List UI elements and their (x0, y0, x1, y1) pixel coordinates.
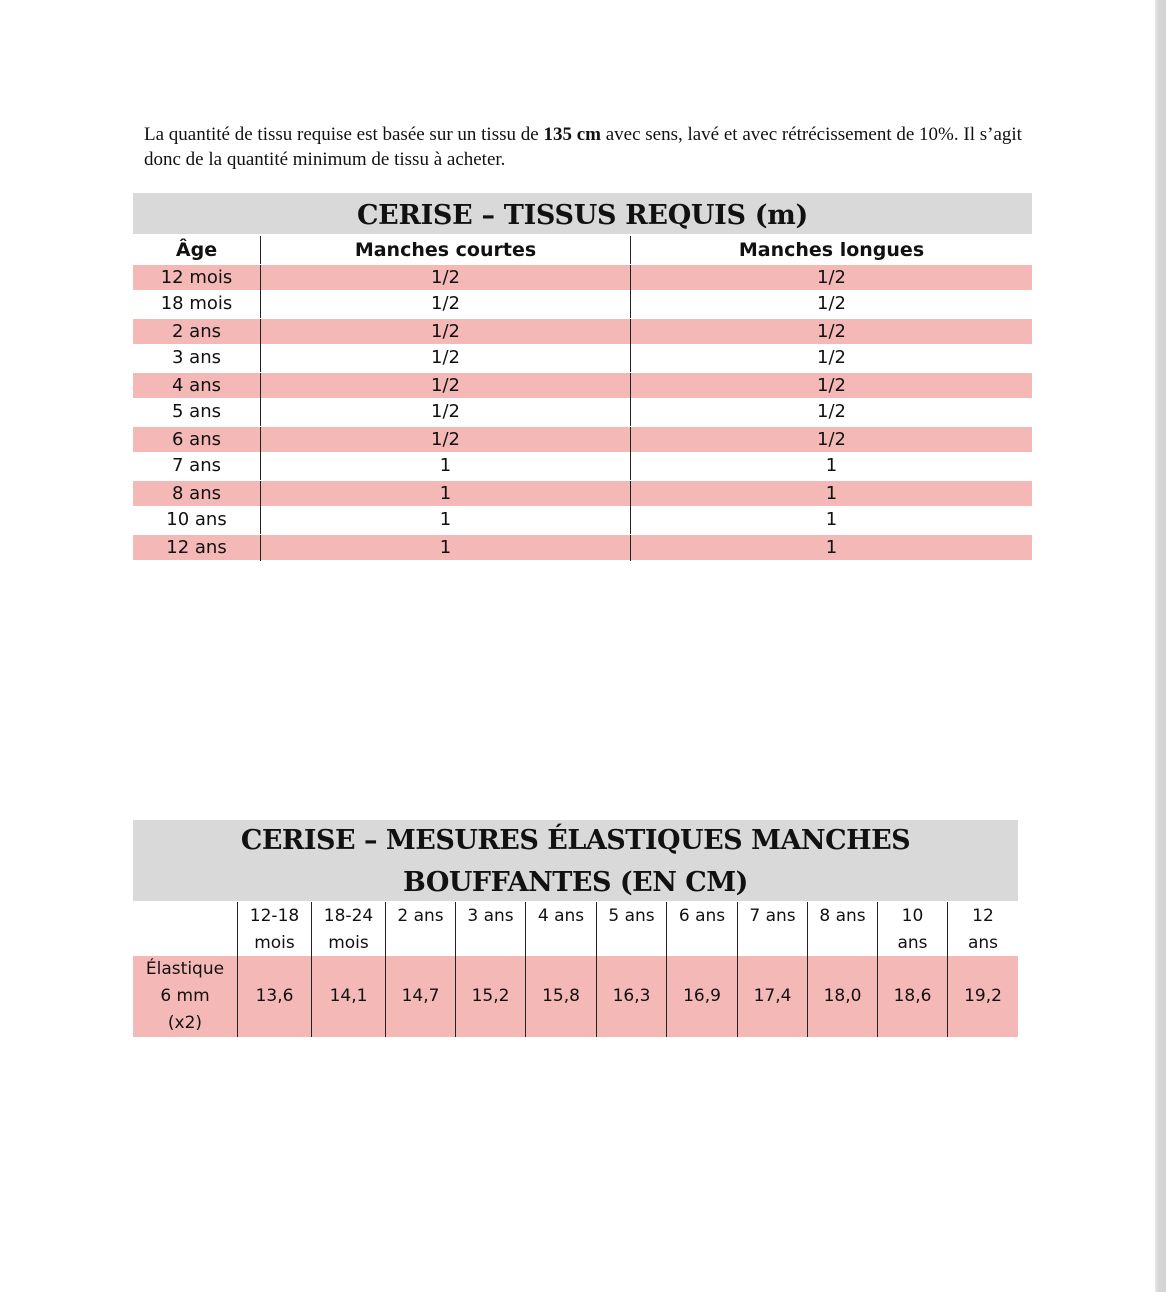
size-header-line1: 2 ans (397, 906, 444, 926)
short-sleeve-cell: 1 (261, 481, 631, 507)
fabric-required-table (133, 193, 1032, 561)
age-cell: 5 ans (133, 399, 261, 426)
table-row (133, 480, 1032, 507)
size-header-line2: mois (328, 933, 369, 953)
size-header-line1: 7 ans (749, 906, 796, 926)
size-header (525, 902, 596, 957)
size-header-line1: 3 ans (467, 906, 514, 926)
size-header-line1: 12 (972, 906, 994, 926)
elastic-value-cell: 19,2 (947, 956, 1018, 1037)
elastic-value-cell: 16,3 (596, 956, 666, 1037)
long-sleeve-cell: 1 (825, 483, 838, 504)
table-row (133, 372, 1032, 399)
age-cell: 12 mois (133, 265, 261, 291)
elastic-table-title (133, 820, 1018, 901)
long-sleeve-cell: 1/2 (817, 321, 846, 342)
age-cell: 6 ans (133, 427, 261, 453)
short-sleeve-cell: 1 (261, 535, 631, 561)
table-row (133, 534, 1032, 561)
age-cell: 8 ans (133, 481, 261, 507)
size-header (947, 902, 1018, 957)
short-sleeve-cell: 1/2 (261, 427, 631, 453)
intro-fabric-width: 135 cm (543, 124, 601, 145)
elastic-table-header-row (133, 902, 1018, 956)
table-row (133, 264, 1032, 291)
short-sleeve-cell: 1 (261, 507, 631, 534)
elastic-title-line-2: BOUFFANTES (EN CM) (403, 867, 748, 898)
size-header (385, 902, 455, 957)
fabric-table-header-row (133, 236, 1032, 264)
age-cell: 2 ans (133, 319, 261, 345)
size-header (455, 902, 525, 957)
size-header (877, 902, 947, 957)
header-long-sleeves: Manches longues (738, 239, 925, 261)
elastic-value-cell: 16,9 (666, 956, 737, 1037)
size-header-line2: ans (967, 933, 999, 953)
elastic-value-cell: 15,2 (455, 956, 525, 1037)
table-row (133, 318, 1032, 345)
table-row (133, 453, 1032, 480)
short-sleeve-cell: 1/2 (261, 373, 631, 399)
intro-text-after: avec sens, lavé et avec rétrécissement de 10%. Il s’agit donc de la quantité minimum de tissu à acheter. (144, 124, 1022, 170)
age-cell: 12 ans (133, 535, 261, 561)
row-label-line2: 6 mm (160, 986, 210, 1006)
age-cell: 18 mois (133, 291, 261, 318)
row-label-line1: Élastique (145, 959, 225, 979)
long-sleeve-cell: 1/2 (817, 375, 846, 396)
table-row (133, 291, 1032, 318)
long-sleeve-cell: 1/2 (817, 401, 846, 422)
elastic-value-cell: 14,1 (311, 956, 385, 1037)
size-header-line1: 18-24 (323, 906, 374, 926)
fabric-table-title: CERISE – TISSUS REQUIS (m) (133, 193, 1032, 234)
elastic-row-label (133, 956, 237, 1037)
long-sleeve-cell: 1 (825, 455, 838, 476)
long-sleeve-cell: 1/2 (817, 267, 846, 288)
long-sleeve-cell: 1/2 (817, 429, 846, 450)
table-row (133, 399, 1032, 426)
age-cell: 4 ans (133, 373, 261, 399)
size-header (807, 902, 877, 957)
elastic-title-line-1: CERISE – MESURES ÉLASTIQUES MANCHES (240, 825, 911, 856)
elastic-values-row (133, 956, 1018, 1037)
elastic-value-cell: 14,7 (385, 956, 455, 1037)
table-row (133, 426, 1032, 453)
size-header-line1: 5 ans (608, 906, 655, 926)
elastic-value-cell: 17,4 (737, 956, 807, 1037)
size-header-line1: 10 (901, 906, 924, 926)
elastic-value-cell: 13,6 (237, 956, 311, 1037)
elastic-measurements-table (133, 820, 1018, 1037)
size-header-line2: mois (254, 933, 295, 953)
elastic-value-cell: 15,8 (525, 956, 596, 1037)
size-header (311, 902, 385, 957)
size-header-line1: 8 ans (819, 906, 866, 926)
long-sleeve-cell: 1 (825, 509, 838, 530)
empty-corner-cell (133, 902, 237, 957)
short-sleeve-cell: 1/2 (261, 399, 631, 426)
elastic-value-cell: 18,0 (807, 956, 877, 1037)
size-header (737, 902, 807, 957)
intro-text-before: La quantité de tissu requise est basée sur un tissu de (144, 124, 544, 145)
size-header (596, 902, 666, 957)
age-cell: 3 ans (133, 345, 261, 372)
row-label-line3: (x2) (167, 1013, 203, 1033)
header-age: Âge (133, 236, 261, 264)
short-sleeve-cell: 1/2 (261, 265, 631, 291)
long-sleeve-cell: 1/2 (817, 347, 846, 368)
header-short-sleeves: Manches courtes (261, 236, 631, 264)
page-edge-shadow (1155, 0, 1166, 1292)
long-sleeve-cell: 1/2 (817, 293, 846, 314)
age-cell: 10 ans (133, 507, 261, 534)
elastic-value-cell: 18,6 (877, 956, 947, 1037)
short-sleeve-cell: 1/2 (261, 345, 631, 372)
short-sleeve-cell: 1/2 (261, 319, 631, 345)
size-header-line1: 12-18 (249, 906, 300, 926)
short-sleeve-cell: 1 (261, 453, 631, 480)
size-header-line1: 4 ans (537, 906, 585, 926)
age-cell: 7 ans (133, 453, 261, 480)
size-header (237, 902, 311, 957)
size-header-line2: ans (897, 933, 928, 953)
short-sleeve-cell: 1/2 (261, 291, 631, 318)
size-header (666, 902, 737, 957)
size-header-line1: 6 ans (678, 906, 726, 926)
table-row (133, 507, 1032, 534)
intro-paragraph (144, 122, 1044, 172)
long-sleeve-cell: 1 (825, 537, 838, 558)
table-row (133, 345, 1032, 372)
